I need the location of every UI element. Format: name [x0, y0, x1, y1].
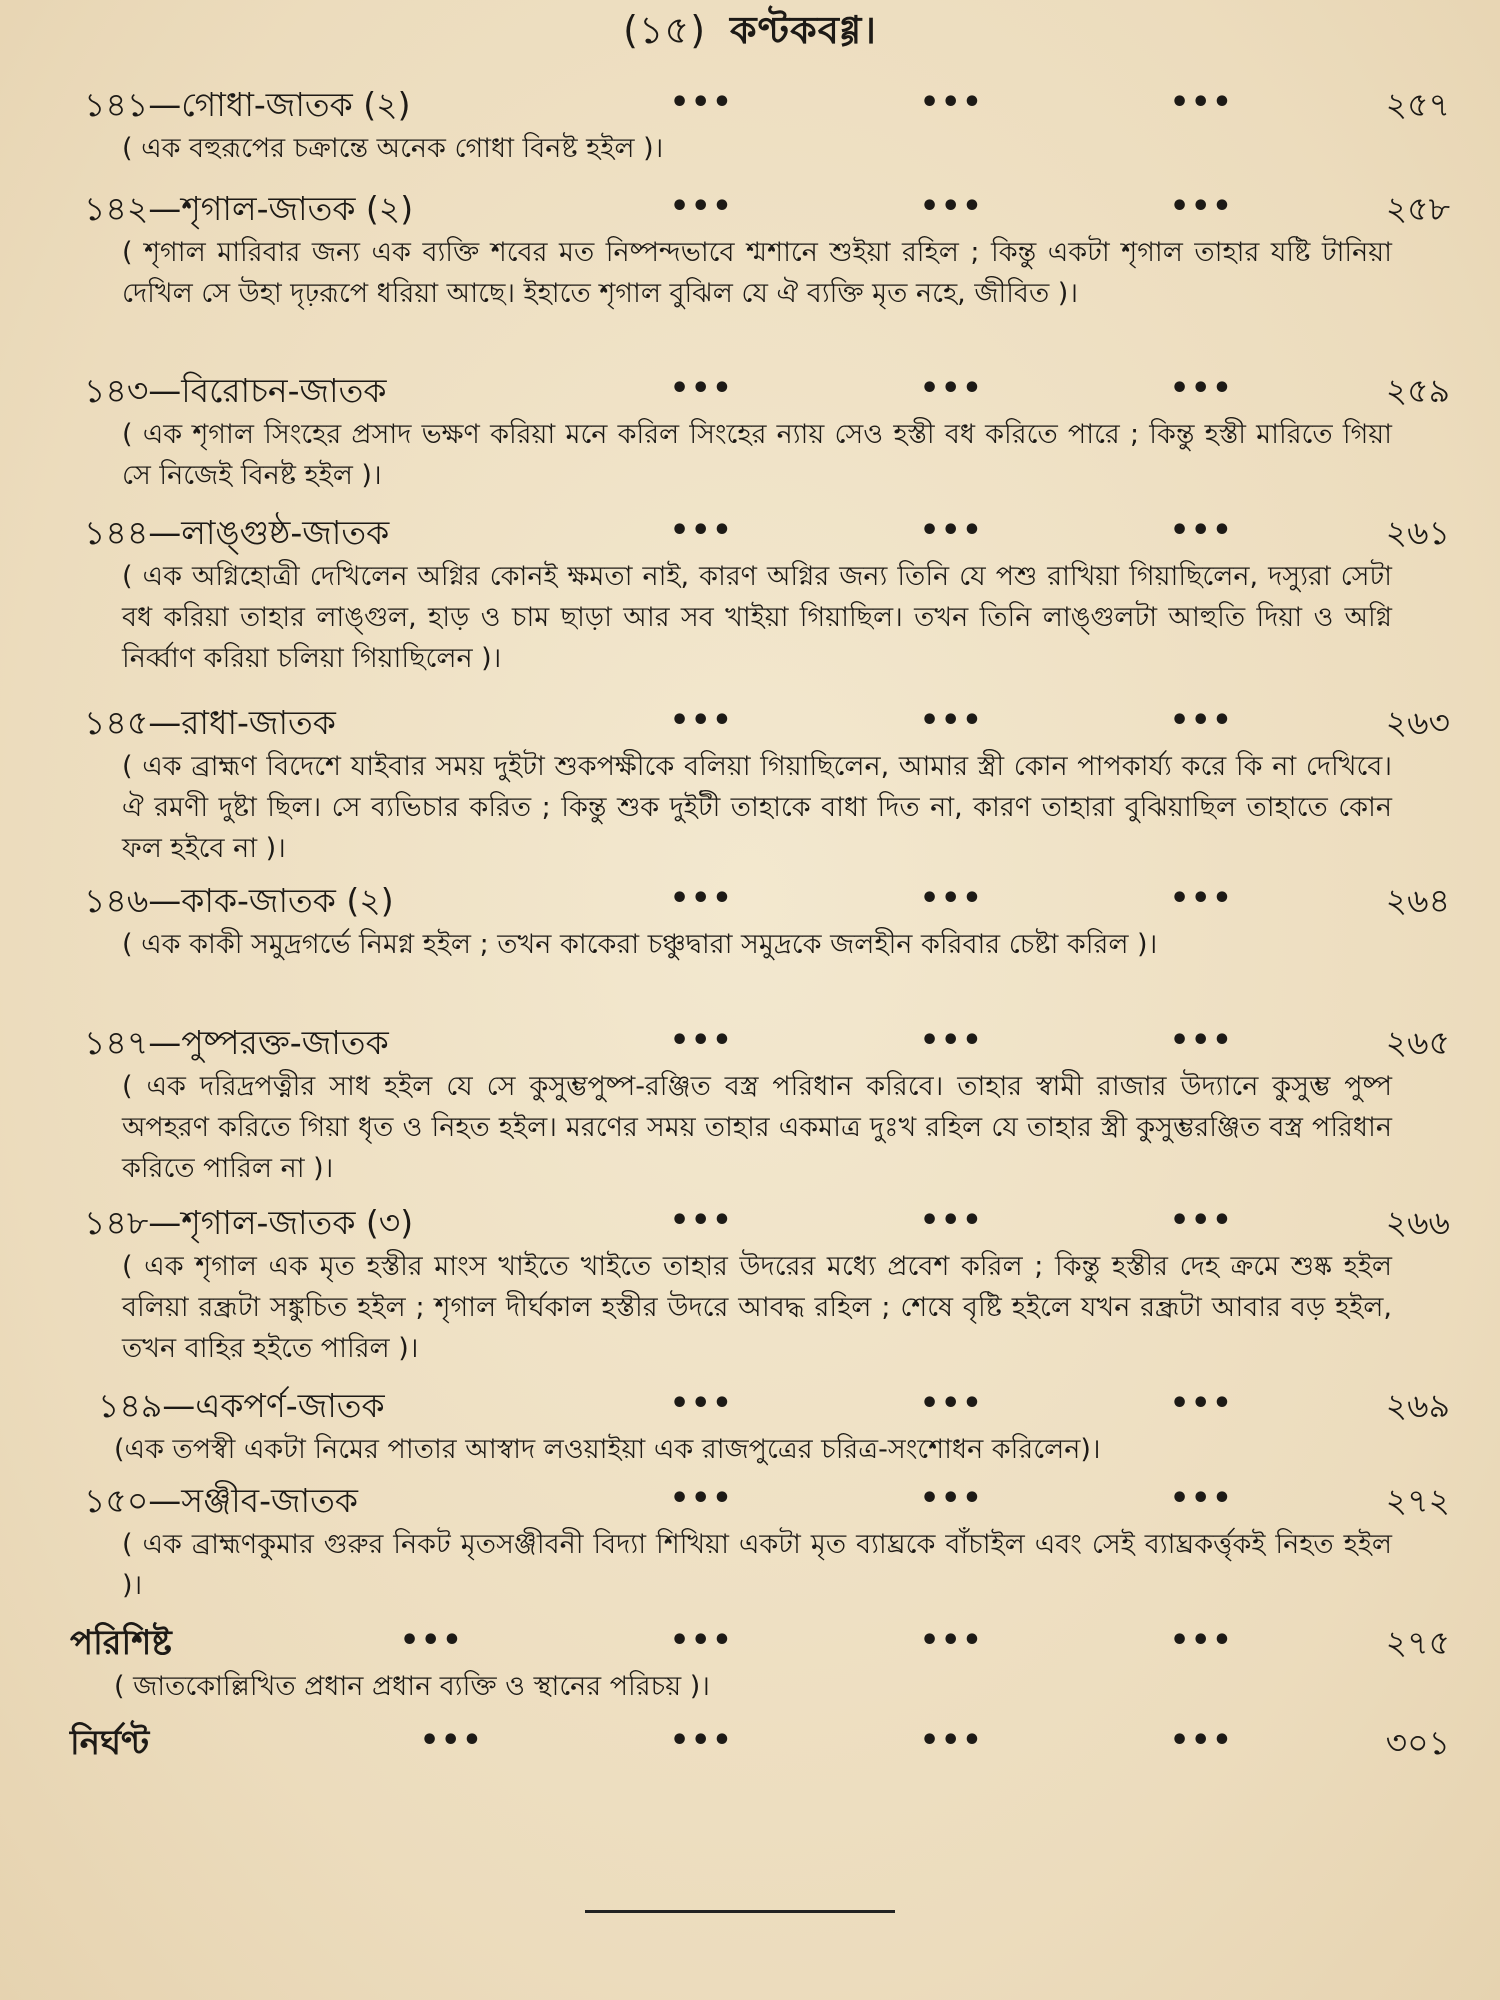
leader-dots: ••• — [670, 371, 734, 406]
leader-dots: ••• — [670, 1481, 734, 1516]
leader-dots: ••• — [920, 513, 984, 548]
entry-page-number: ২৬১ — [1385, 513, 1450, 552]
entry-title: ১৪২—শৃগাল-জাতক (২) — [84, 189, 414, 228]
leader-dots: ••• — [920, 1203, 984, 1238]
entry-page-number: ২৬৫ — [1385, 1023, 1450, 1062]
leader-dots: ••• — [670, 703, 734, 738]
leader-dots: ••• — [1170, 85, 1234, 120]
entry-summary: ( এক ব্রাহ্মণকুমার গুরুর নিকট মৃতসঞ্জীবনী বিদ্যা শিখিয়া একটা মৃত ব্যাঘ্রকে বাঁচাইল এবং সেই ব্যাঘ্রকর্ত্তৃকই নিহত হইল )। — [122, 1529, 1392, 1601]
section-header — [0, 6, 1500, 54]
entry-summary: ( এক বহুরূপের চক্রান্তে অনেক গোধা বিনষ্ট হইল )। — [122, 133, 664, 164]
entry-summary: ( জাতকোল্লিখিত প্রধান প্রধান ব্যক্তি ও স্থানের পরিচয় )। — [114, 1671, 710, 1702]
toc-entry-147 — [70, 1020, 1450, 1189]
leader-dots: ••• — [920, 85, 984, 120]
entry-page-number: ৩০১ — [1385, 1723, 1450, 1762]
leader-dots: ••• — [1170, 881, 1234, 916]
entry-page-number: ২৫৯ — [1385, 371, 1450, 410]
entry-title: ১৫০—সঞ্জীব-জাতক — [84, 1481, 358, 1520]
entry-title: ১৪৯—একপর্ণ-জাতক — [98, 1386, 385, 1425]
leader-dots: ••• — [1170, 1723, 1234, 1758]
leader-dots: ••• — [920, 1481, 984, 1516]
leader-dots: ••• — [1170, 371, 1234, 406]
entry-summary: ( এক ব্রাহ্মণ বিদেশে যাইবার সময় দুইটা শুকপক্ষীকে বলিয়া গিয়াছিলেন, আমার স্ত্রী কোন পাপকার্য্য করে কি না দেখিবে। ঐ রমণী দুষ্টা ছিল। সে ব্যভিচার করিত ; কিন্তু শুক দুইটী তাহাকে বাধা দিত না, কারণ তাহারা বুঝিয়াছিল তাহাতে কোন ফল হইবে না )। — [122, 751, 1392, 864]
leader-dots: ••• — [1170, 513, 1234, 548]
leader-dots: ••• — [1170, 1481, 1234, 1516]
toc-entry-appendix — [70, 1620, 1450, 1707]
leader-dots: ••• — [920, 1623, 984, 1658]
entry-title: পরিশিষ্ট — [70, 1623, 172, 1663]
entry-summary: ( এক শৃগাল সিংহের প্রসাদ ভক্ষণ করিয়া মনে করিল সিংহের ন্যায় সেও হস্তী বধ করিতে পারে ; কিন্তু হস্তী মারিতে গিয়া সে নিজেই বিনষ্ট হইল )। — [122, 419, 1392, 491]
leader-dots: ••• — [920, 1723, 984, 1758]
leader-dots: ••• — [420, 1723, 484, 1758]
leader-dots: ••• — [670, 513, 734, 548]
entry-title: ১৪৬—কাক-জাতক (২) — [84, 881, 394, 920]
entry-page-number: ২৬৪ — [1385, 881, 1450, 920]
entry-title: ১৪৪—লাঙ্গুষ্ঠ-জাতক — [84, 513, 390, 552]
entry-summary: ( এক অগ্নিহোত্রী দেখিলেন অগ্নির কোনই ক্ষমতা নাই, কারণ অগ্নির জন্য তিনি যে পশু রাখিয়া গিয়াছিলেন, দস্যুরা সেটা বধ করিয়া তাহার লাঙ্গুল, হাড় ও চাম ছাড়া আর সব খাইয়া গিয়াছিল। তখন তিনি লাঙ্গুলটা আহুতি দিয়া ও অগ্নি নির্ব্বাণ করিয়া চলিয়া গিয়াছিলেন )। — [122, 561, 1392, 674]
toc-entry-145 — [70, 700, 1450, 869]
entry-page-number: ২৬৯ — [1385, 1386, 1450, 1425]
leader-dots: ••• — [670, 1386, 734, 1421]
entry-page-number: ২৬৬ — [1385, 1203, 1450, 1242]
leader-dots: ••• — [670, 85, 734, 120]
leader-dots: ••• — [670, 1623, 734, 1658]
toc-entry-141 — [70, 82, 1450, 169]
leader-dots: ••• — [670, 881, 734, 916]
leader-dots: ••• — [1170, 1023, 1234, 1058]
entry-page-number: ২৫৮ — [1385, 189, 1450, 228]
entry-title: নির্ঘণ্ট — [70, 1723, 150, 1763]
leader-dots: ••• — [920, 189, 984, 224]
leader-dots: ••• — [920, 371, 984, 406]
entry-page-number: ২৭৫ — [1385, 1623, 1450, 1662]
leader-dots: ••• — [920, 1023, 984, 1058]
entry-page-number: ২৭২ — [1385, 1481, 1450, 1520]
leader-dots: ••• — [1170, 1386, 1234, 1421]
leader-dots: ••• — [920, 881, 984, 916]
leader-dots: ••• — [670, 1723, 734, 1758]
toc-entry-143 — [70, 368, 1450, 496]
leader-dots: ••• — [920, 1386, 984, 1421]
leader-dots: ••• — [670, 1023, 734, 1058]
section-title: কণ্টকবগ্গ। — [730, 8, 877, 52]
toc-entry-149 — [70, 1383, 1450, 1470]
toc-entry-144 — [70, 510, 1450, 679]
toc-entry-142 — [70, 186, 1450, 314]
section-number: (১৫) — [623, 8, 707, 52]
entry-page-number: ২৫৭ — [1385, 85, 1450, 124]
entry-summary: (এক তপস্বী একটা নিমের পাতার আস্বাদ লওয়াইয়া এক রাজপুত্রের চরিত্র-সংশোধন করিলেন)। — [114, 1434, 1101, 1465]
leader-dots: ••• — [920, 703, 984, 738]
entry-summary: ( শৃগাল মারিবার জন্য এক ব্যক্তি শবের মত নিষ্পন্দভাবে শ্মশানে শুইয়া রহিল ; কিন্তু একটা শৃগাল তাহার যষ্টি টানিয়া দেখিল সে উহা দৃঢ়রূপে ধরিয়া আছে। ইহাতে শৃগাল বুঝিল যে ঐ ব্যক্তি মৃত নহে, জীবিত )। — [122, 237, 1392, 309]
leader-dots: ••• — [1170, 703, 1234, 738]
entry-title: ১৪৫—রাধা-জাতক — [84, 703, 336, 742]
leader-dots: ••• — [400, 1623, 464, 1658]
entry-summary: ( এক শৃগাল এক মৃত হস্তীর মাংস খাইতে খাইতে তাহার উদরের মধ্যে প্রবেশ করিল ; কিন্তু হস্তীর দেহ ক্রমে শুষ্ক হইল বলিয়া রন্ধ্রটা সঙ্কুচিত হইল ; শৃগাল দীর্ঘকাল হস্তীর উদরে আবদ্ধ রহিল ; শেষে বৃষ্টি হইলে যখন রন্ধ্রটা আবার বড় হইল, তখন বাহির হইতে পারিল )। — [122, 1251, 1392, 1364]
entry-summary: ( এক কাকী সমুদ্রগর্ভে নিমগ্ন হইল ; তখন কাকেরা চঞ্চুদ্বারা সমুদ্রকে জলহীন করিবার চেষ্টা করিল )। — [122, 929, 1158, 960]
leader-dots: ••• — [1170, 1203, 1234, 1238]
entry-summary: ( এক দরিদ্রপত্নীর সাধ হইল যে সে কুসুম্ভপুষ্প-রঞ্জিত বস্ত্র পরিধান করিবে। তাহার স্বামী রাজার উদ্যানে কুসুম্ভ পুষ্প অপহরণ করিতে গিয়া ধৃত ও নিহত হইল। মরণের সময় তাহার একমাত্র দুঃখ রহিল যে তাহার স্ত্রী কুসুম্ভরঞ্জিত বস্ত্র পরিধান করিতে পারিল না )। — [122, 1071, 1392, 1184]
toc-entry-index — [70, 1720, 1450, 1766]
entry-page-number: ২৬৩ — [1385, 703, 1450, 742]
entry-title: ১৪৮—শৃগাল-জাতক (৩) — [84, 1203, 414, 1242]
leader-dots: ••• — [1170, 189, 1234, 224]
leader-dots: ••• — [670, 189, 734, 224]
toc-entry-148 — [70, 1200, 1450, 1369]
leader-dots: ••• — [670, 1203, 734, 1238]
entry-title: ১৪৭—পুষ্পরক্ত-জাতক — [84, 1023, 389, 1062]
toc-entry-150 — [70, 1478, 1450, 1606]
toc-entry-146 — [70, 878, 1450, 965]
leader-dots: ••• — [1170, 1623, 1234, 1658]
footer-rule — [585, 1910, 895, 1913]
entry-title: ১৪১—গোধা-জাতক (২) — [84, 85, 411, 124]
entry-title: ১৪৩—বিরোচন-জাতক — [84, 371, 387, 410]
